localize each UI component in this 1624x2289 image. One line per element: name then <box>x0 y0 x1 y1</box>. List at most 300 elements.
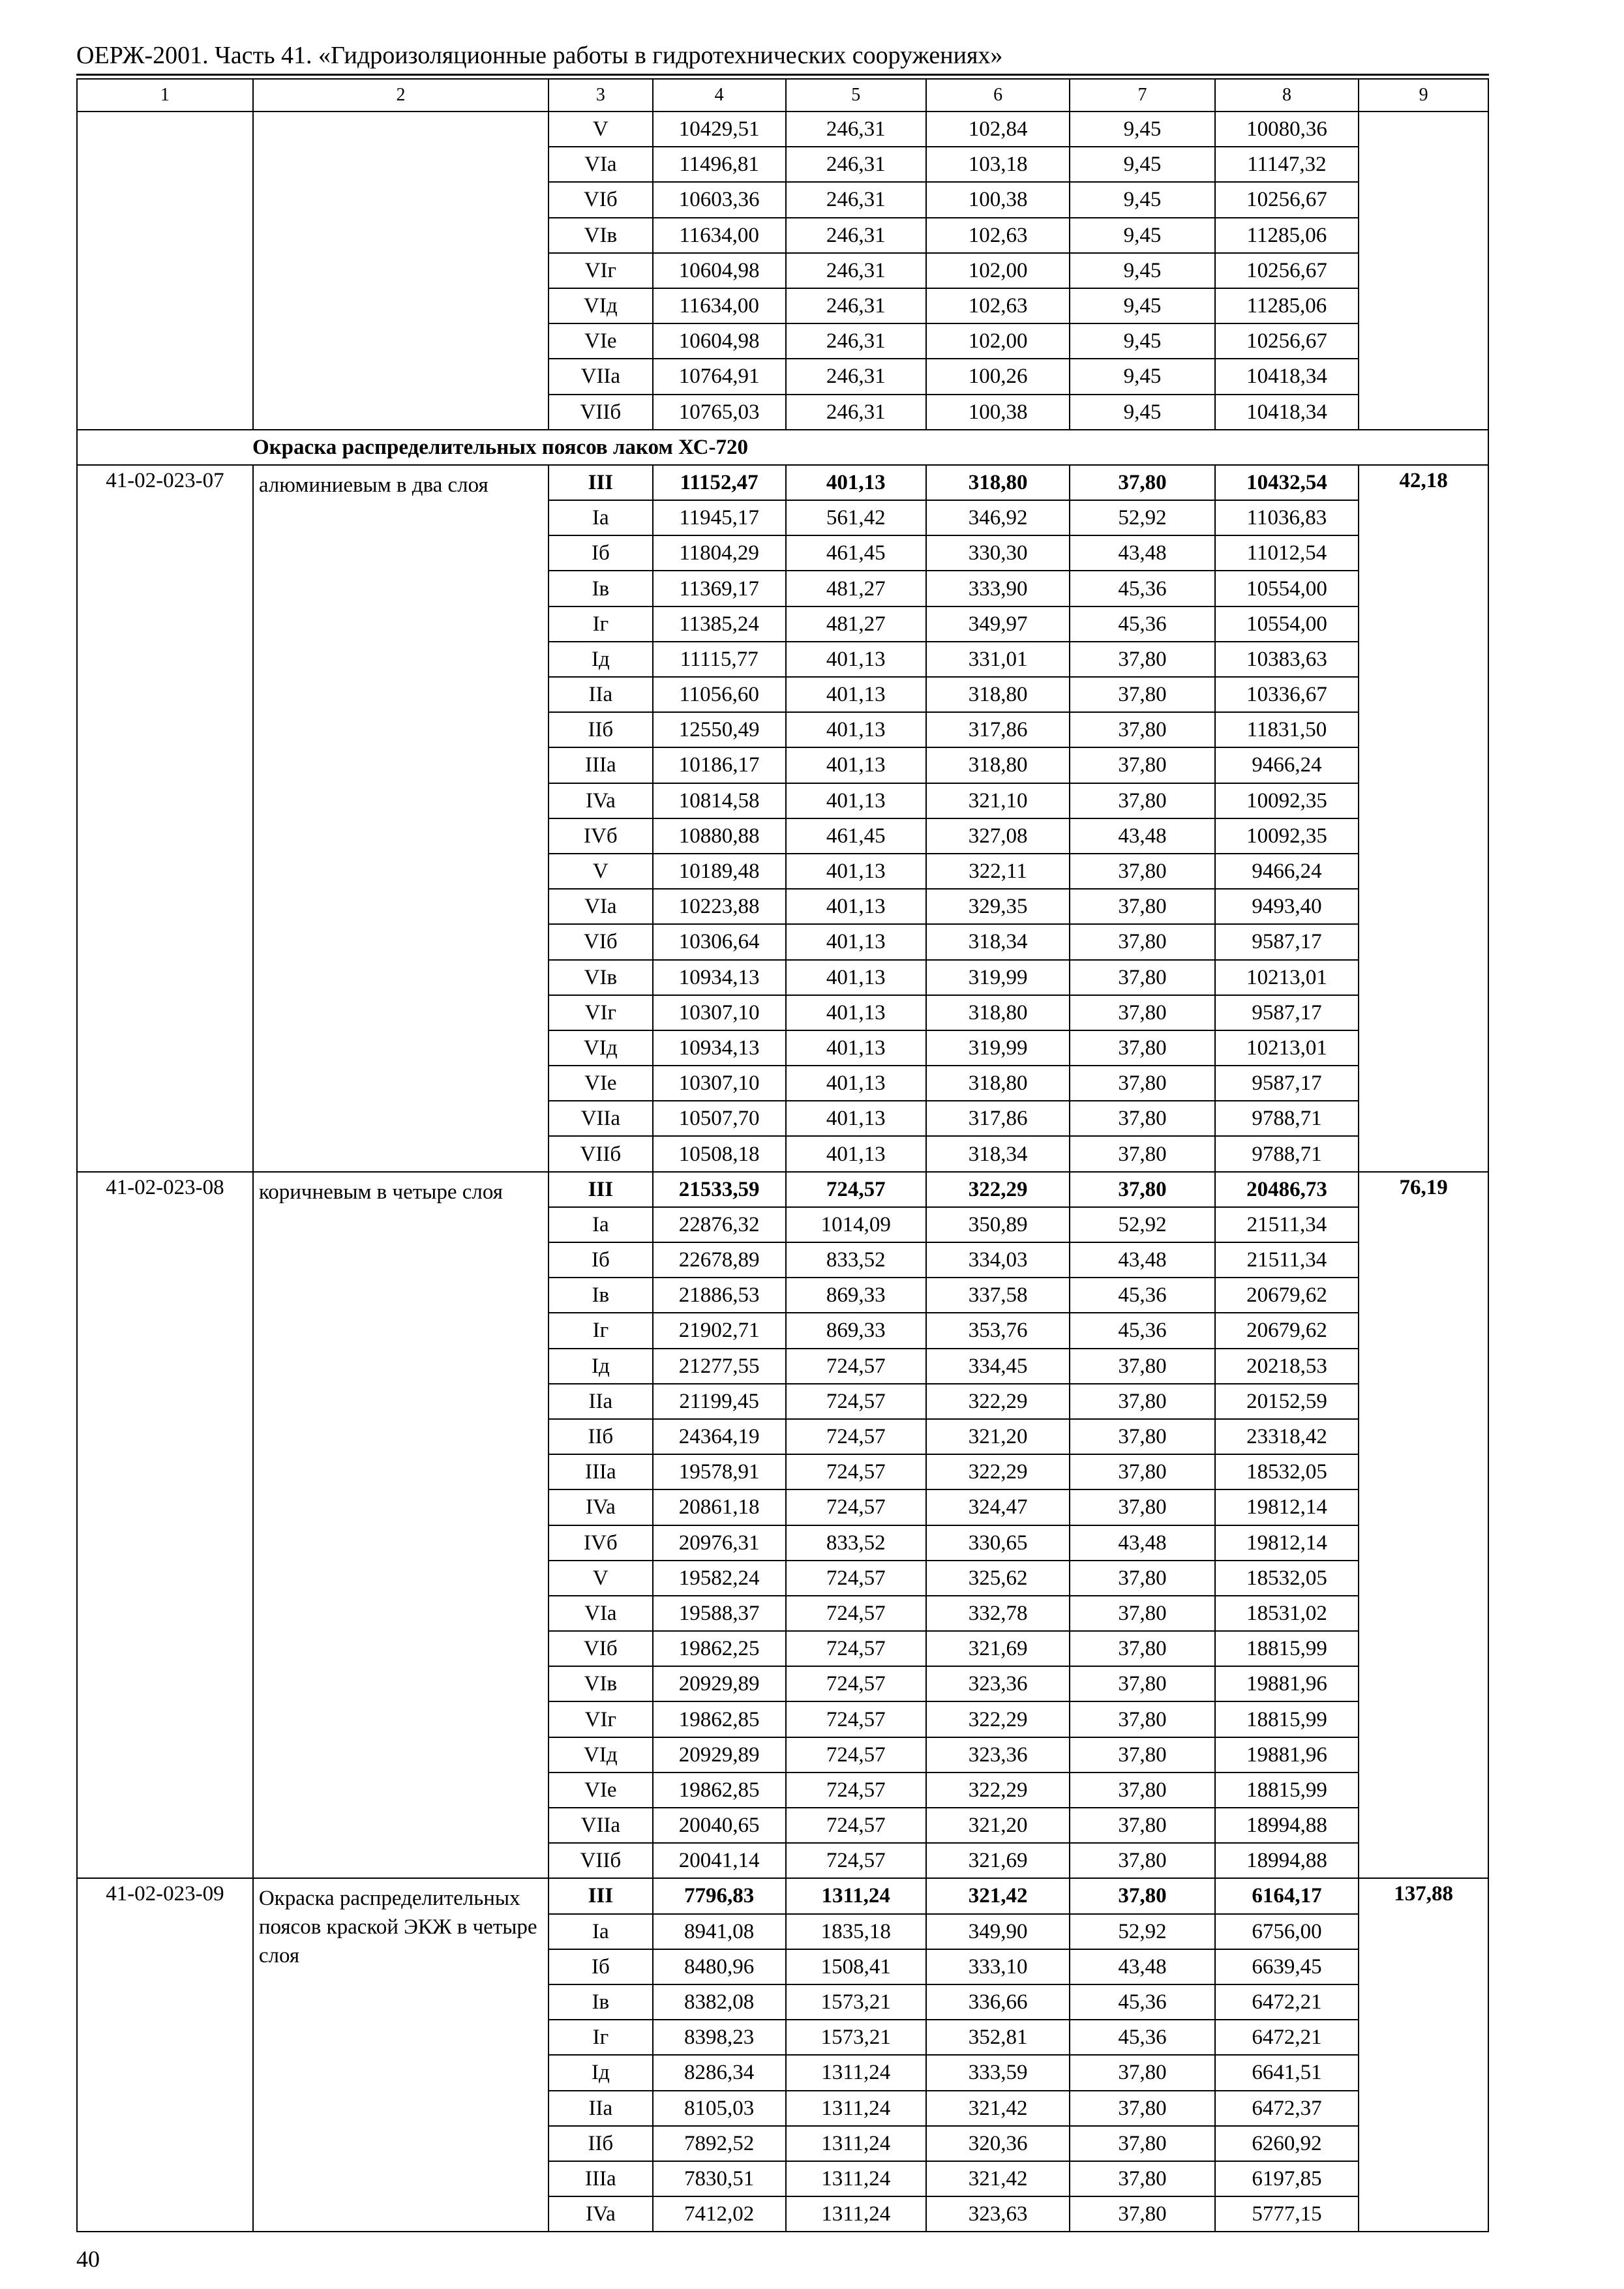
total-cost-cell: 10306,64 <box>653 924 786 959</box>
total-cost-cell: 8398,23 <box>653 2020 786 2055</box>
machine-cost-cell: 322,29 <box>926 1773 1070 1808</box>
region-zone-cell: IIa <box>549 2091 653 2126</box>
column-number: 8 <box>1215 79 1359 112</box>
rates-table-body <box>77 79 1488 2232</box>
material-cost-cell: 10418,34 <box>1215 359 1359 394</box>
region-zone-cell: V <box>549 854 653 889</box>
total-cost-cell: 10604,98 <box>653 323 786 359</box>
driver-wage-cell: 9,45 <box>1070 253 1214 288</box>
material-cost-cell: 9493,40 <box>1215 889 1359 924</box>
wage-cost-cell: 724,57 <box>786 1631 926 1666</box>
section-title: Окраска распределительных поясов лаком ХС-720 <box>77 430 1488 465</box>
column-number: 4 <box>653 79 786 112</box>
machine-cost-cell: 318,80 <box>926 677 1070 712</box>
driver-wage-cell: 37,80 <box>1070 1808 1214 1843</box>
column-number: 5 <box>786 79 926 112</box>
region-zone-cell: Iв <box>549 1278 653 1313</box>
wage-cost-cell: 401,13 <box>786 1136 926 1171</box>
machine-cost-cell: 321,42 <box>926 1878 1070 1913</box>
header-rule <box>76 74 1489 76</box>
wage-cost-cell: 401,13 <box>786 889 926 924</box>
machine-cost-cell: 330,65 <box>926 1525 1070 1561</box>
machine-cost-cell: 317,86 <box>926 712 1070 747</box>
wage-cost-cell: 724,57 <box>786 1454 926 1489</box>
region-zone-cell: Iб <box>549 1242 653 1278</box>
machine-cost-cell: 100,26 <box>926 359 1070 394</box>
driver-wage-cell: 37,80 <box>1070 1561 1214 1596</box>
material-cost-cell: 19812,14 <box>1215 1525 1359 1561</box>
page-number: 40 <box>76 2246 100 2272</box>
material-cost-cell: 21511,34 <box>1215 1242 1359 1278</box>
region-zone-cell: V <box>549 1561 653 1596</box>
page-header: ОЕРЖ-2001. Часть 41. «Гидроизоляционные работы в гидротехнических сооружениях» <box>76 42 1003 69</box>
region-zone-cell: VIIa <box>549 1808 653 1843</box>
driver-wage-cell: 37,80 <box>1070 1843 1214 1878</box>
total-cost-cell: 10764,91 <box>653 359 786 394</box>
driver-wage-cell: 37,80 <box>1070 1136 1214 1171</box>
total-cost-cell: 20040,65 <box>653 1808 786 1843</box>
section-row <box>77 430 1488 465</box>
machine-cost-cell: 350,89 <box>926 1207 1070 1242</box>
material-cost-cell: 9587,17 <box>1215 995 1359 1030</box>
material-cost-cell: 10092,35 <box>1215 783 1359 818</box>
material-cost-cell: 6472,37 <box>1215 2091 1359 2126</box>
material-cost-cell: 18815,99 <box>1215 1773 1359 1808</box>
driver-wage-cell: 45,36 <box>1070 1278 1214 1313</box>
material-cost-cell: 23318,42 <box>1215 1419 1359 1454</box>
region-zone-cell: VIIб <box>549 395 653 430</box>
region-zone-cell: VIб <box>549 182 653 217</box>
region-zone-cell: IVa <box>549 1489 653 1525</box>
material-cost-cell: 9587,17 <box>1215 1066 1359 1101</box>
driver-wage-cell: 37,80 <box>1070 642 1214 677</box>
driver-wage-cell: 37,80 <box>1070 854 1214 889</box>
total-cost-cell: 10307,10 <box>653 1066 786 1101</box>
total-cost-cell: 19862,85 <box>653 1773 786 1808</box>
column-number: 1 <box>77 79 253 112</box>
driver-wage-cell: 37,80 <box>1070 1666 1214 1701</box>
wage-cost-cell: 401,13 <box>786 854 926 889</box>
total-cost-cell: 11634,00 <box>653 218 786 253</box>
driver-wage-cell: 37,80 <box>1070 960 1214 995</box>
region-zone-cell: Ia <box>549 1207 653 1242</box>
wage-cost-cell: 401,13 <box>786 642 926 677</box>
machine-cost-cell: 323,63 <box>926 2196 1070 2232</box>
wage-cost-cell: 724,57 <box>786 1349 926 1384</box>
region-zone-cell: III <box>549 1878 653 1913</box>
total-cost-cell: 8480,96 <box>653 1949 786 1984</box>
machine-cost-cell: 321,69 <box>926 1843 1070 1878</box>
work-name-cell: алюминиевым в два слоя <box>253 465 549 1172</box>
driver-wage-cell: 9,45 <box>1070 182 1214 217</box>
machine-cost-cell: 333,10 <box>926 1949 1070 1984</box>
driver-wage-cell: 37,80 <box>1070 1737 1214 1773</box>
region-zone-cell: IIб <box>549 2126 653 2161</box>
material-cost-cell: 10383,63 <box>1215 642 1359 677</box>
driver-wage-cell: 37,80 <box>1070 2196 1214 2232</box>
material-cost-cell: 6639,45 <box>1215 1949 1359 1984</box>
machine-cost-cell: 318,80 <box>926 995 1070 1030</box>
region-zone-cell: VIa <box>549 1596 653 1631</box>
material-cost-cell: 18531,02 <box>1215 1596 1359 1631</box>
wage-cost-cell: 401,13 <box>786 677 926 712</box>
material-cost-cell: 6472,21 <box>1215 1984 1359 2020</box>
material-cost-cell: 6197,85 <box>1215 2161 1359 2196</box>
machine-cost-cell: 346,92 <box>926 500 1070 535</box>
total-cost-cell: 10880,88 <box>653 818 786 854</box>
total-cost-cell: 24364,19 <box>653 1419 786 1454</box>
total-cost-cell: 10765,03 <box>653 395 786 430</box>
driver-wage-cell: 9,45 <box>1070 147 1214 182</box>
wage-cost-cell: 724,57 <box>786 1561 926 1596</box>
region-zone-cell: VIIб <box>549 1843 653 1878</box>
driver-wage-cell: 37,80 <box>1070 1878 1214 1913</box>
wage-cost-cell: 1311,24 <box>786 2126 926 2161</box>
driver-wage-cell: 37,80 <box>1070 2055 1214 2090</box>
machine-cost-cell: 321,20 <box>926 1808 1070 1843</box>
total-cost-cell: 21533,59 <box>653 1172 786 1207</box>
machine-cost-cell: 320,36 <box>926 2126 1070 2161</box>
total-cost-cell: 11115,77 <box>653 642 786 677</box>
region-zone-cell: VIa <box>549 147 653 182</box>
wage-cost-cell: 724,57 <box>786 1489 926 1525</box>
code-cell: 41-02-023-09 <box>77 1878 253 2232</box>
material-cost-cell: 18815,99 <box>1215 1631 1359 1666</box>
machine-cost-cell: 334,45 <box>926 1349 1070 1384</box>
machine-cost-cell: 318,80 <box>926 1066 1070 1101</box>
total-cost-cell: 10189,48 <box>653 854 786 889</box>
wage-cost-cell: 401,13 <box>786 995 926 1030</box>
total-cost-cell: 11804,29 <box>653 535 786 571</box>
wage-cost-cell: 1573,21 <box>786 1984 926 2020</box>
column-number: 2 <box>253 79 549 112</box>
machine-cost-cell: 323,36 <box>926 1666 1070 1701</box>
wage-cost-cell: 401,13 <box>786 747 926 783</box>
wage-cost-cell: 1311,24 <box>786 2055 926 2090</box>
material-cost-cell: 18994,88 <box>1215 1843 1359 1878</box>
machine-cost-cell: 319,99 <box>926 960 1070 995</box>
machine-cost-cell: 102,00 <box>926 253 1070 288</box>
driver-wage-cell: 37,80 <box>1070 677 1214 712</box>
wage-cost-cell: 1835,18 <box>786 1914 926 1949</box>
wage-cost-cell: 1311,24 <box>786 2196 926 2232</box>
wage-cost-cell: 246,31 <box>786 323 926 359</box>
table-row <box>77 1878 1488 1913</box>
driver-wage-cell: 37,80 <box>1070 1384 1214 1419</box>
wage-cost-cell: 833,52 <box>786 1525 926 1561</box>
column-number: 9 <box>1359 79 1488 112</box>
total-cost-cell: 7830,51 <box>653 2161 786 2196</box>
material-cost-cell: 10554,00 <box>1215 571 1359 606</box>
region-zone-cell: IVб <box>549 818 653 854</box>
region-zone-cell: Iд <box>549 642 653 677</box>
total-cost-cell: 10186,17 <box>653 747 786 783</box>
total-cost-cell: 10507,70 <box>653 1101 786 1136</box>
region-zone-cell: VIa <box>549 889 653 924</box>
driver-wage-cell: 37,80 <box>1070 995 1214 1030</box>
region-zone-cell: IIa <box>549 677 653 712</box>
machine-cost-cell: 349,90 <box>926 1914 1070 1949</box>
wage-cost-cell: 1508,41 <box>786 1949 926 1984</box>
total-cost-cell: 10934,13 <box>653 960 786 995</box>
driver-wage-cell: 37,80 <box>1070 747 1214 783</box>
total-cost-cell: 19862,85 <box>653 1701 786 1737</box>
driver-wage-cell: 45,36 <box>1070 571 1214 606</box>
machine-cost-cell: 329,35 <box>926 889 1070 924</box>
wage-cost-cell: 246,31 <box>786 147 926 182</box>
material-cost-cell: 10213,01 <box>1215 960 1359 995</box>
rates-table <box>76 78 1489 2232</box>
total-cost-cell: 10508,18 <box>653 1136 786 1171</box>
machine-cost-cell: 349,97 <box>926 606 1070 642</box>
driver-wage-cell: 37,80 <box>1070 783 1214 818</box>
machine-cost-cell: 100,38 <box>926 182 1070 217</box>
wage-cost-cell: 401,13 <box>786 712 926 747</box>
material-cost-cell: 11012,54 <box>1215 535 1359 571</box>
total-cost-cell: 8382,08 <box>653 1984 786 2020</box>
wage-cost-cell: 724,57 <box>786 1773 926 1808</box>
machine-cost-cell: 331,01 <box>926 642 1070 677</box>
material-cost-cell: 20486,73 <box>1215 1172 1359 1207</box>
region-zone-cell: IIIa <box>549 747 653 783</box>
wage-cost-cell: 246,31 <box>786 182 926 217</box>
machine-cost-cell: 317,86 <box>926 1101 1070 1136</box>
machine-cost-cell: 321,10 <box>926 783 1070 818</box>
material-cost-cell: 10092,35 <box>1215 818 1359 854</box>
driver-wage-cell: 43,48 <box>1070 1242 1214 1278</box>
total-cost-cell: 21902,71 <box>653 1313 786 1348</box>
total-cost-cell: 10223,88 <box>653 889 786 924</box>
driver-wage-cell: 45,36 <box>1070 1313 1214 1348</box>
total-cost-cell: 21886,53 <box>653 1278 786 1313</box>
region-zone-cell: Iг <box>549 2020 653 2055</box>
wage-cost-cell: 401,13 <box>786 1101 926 1136</box>
material-cost-cell: 18532,05 <box>1215 1454 1359 1489</box>
region-zone-cell: Iд <box>549 2055 653 2090</box>
region-zone-cell: VIд <box>549 1030 653 1066</box>
machine-cost-cell: 102,63 <box>926 288 1070 323</box>
region-zone-cell: Ia <box>549 1914 653 1949</box>
material-cost-cell: 10256,67 <box>1215 182 1359 217</box>
region-zone-cell: VIд <box>549 288 653 323</box>
material-cost-cell: 9788,71 <box>1215 1136 1359 1171</box>
material-cost-cell: 5777,15 <box>1215 2196 1359 2232</box>
unit-price-cell <box>1359 112 1488 430</box>
material-cost-cell: 10256,67 <box>1215 323 1359 359</box>
wage-cost-cell: 724,57 <box>786 1808 926 1843</box>
unit-price-cell: 137,88 <box>1359 1878 1488 2232</box>
driver-wage-cell: 43,48 <box>1070 1949 1214 1984</box>
wage-cost-cell: 1311,24 <box>786 2091 926 2126</box>
region-zone-cell: Ia <box>549 500 653 535</box>
total-cost-cell: 22678,89 <box>653 1242 786 1278</box>
material-cost-cell: 20679,62 <box>1215 1313 1359 1348</box>
wage-cost-cell: 401,13 <box>786 1030 926 1066</box>
wage-cost-cell: 481,27 <box>786 571 926 606</box>
driver-wage-cell: 9,45 <box>1070 359 1214 394</box>
driver-wage-cell: 37,80 <box>1070 1489 1214 1525</box>
material-cost-cell: 10213,01 <box>1215 1030 1359 1066</box>
machine-cost-cell: 318,80 <box>926 747 1070 783</box>
wage-cost-cell: 246,31 <box>786 112 926 147</box>
material-cost-cell: 10080,36 <box>1215 112 1359 147</box>
material-cost-cell: 11831,50 <box>1215 712 1359 747</box>
driver-wage-cell: 37,80 <box>1070 1631 1214 1666</box>
machine-cost-cell: 336,66 <box>926 1984 1070 2020</box>
driver-wage-cell: 37,80 <box>1070 1349 1214 1384</box>
material-cost-cell: 6164,17 <box>1215 1878 1359 1913</box>
region-zone-cell: Iг <box>549 1313 653 1348</box>
total-cost-cell: 11634,00 <box>653 288 786 323</box>
code-cell: 41-02-023-08 <box>77 1172 253 1879</box>
machine-cost-cell: 337,58 <box>926 1278 1070 1313</box>
region-zone-cell: IVa <box>549 2196 653 2232</box>
driver-wage-cell: 37,80 <box>1070 1172 1214 1207</box>
material-cost-cell: 10418,34 <box>1215 395 1359 430</box>
total-cost-cell: 22876,32 <box>653 1207 786 1242</box>
region-zone-cell: Iв <box>549 571 653 606</box>
region-zone-cell: IIIa <box>549 1454 653 1489</box>
region-zone-cell: Iв <box>549 1984 653 2020</box>
table-row <box>77 112 1488 147</box>
total-cost-cell: 20041,14 <box>653 1843 786 1878</box>
driver-wage-cell: 37,80 <box>1070 1101 1214 1136</box>
region-zone-cell: Iг <box>549 606 653 642</box>
wage-cost-cell: 1014,09 <box>786 1207 926 1242</box>
machine-cost-cell: 102,00 <box>926 323 1070 359</box>
wage-cost-cell: 401,13 <box>786 783 926 818</box>
driver-wage-cell: 37,80 <box>1070 889 1214 924</box>
total-cost-cell: 10934,13 <box>653 1030 786 1066</box>
machine-cost-cell: 322,29 <box>926 1384 1070 1419</box>
material-cost-cell: 18994,88 <box>1215 1808 1359 1843</box>
wage-cost-cell: 724,57 <box>786 1384 926 1419</box>
region-zone-cell: Iд <box>549 1349 653 1384</box>
total-cost-cell: 11152,47 <box>653 465 786 500</box>
wage-cost-cell: 401,13 <box>786 1066 926 1101</box>
wage-cost-cell: 869,33 <box>786 1278 926 1313</box>
material-cost-cell: 20218,53 <box>1215 1349 1359 1384</box>
total-cost-cell: 20929,89 <box>653 1737 786 1773</box>
total-cost-cell: 10307,10 <box>653 995 786 1030</box>
driver-wage-cell: 37,80 <box>1070 2091 1214 2126</box>
total-cost-cell: 20976,31 <box>653 1525 786 1561</box>
driver-wage-cell: 37,80 <box>1070 1596 1214 1631</box>
region-zone-cell: VIe <box>549 1066 653 1101</box>
total-cost-cell: 19578,91 <box>653 1454 786 1489</box>
total-cost-cell: 7796,83 <box>653 1878 786 1913</box>
region-zone-cell: VIIб <box>549 1136 653 1171</box>
region-zone-cell: III <box>549 465 653 500</box>
region-zone-cell: VIг <box>549 1701 653 1737</box>
material-cost-cell: 11147,32 <box>1215 147 1359 182</box>
driver-wage-cell: 45,36 <box>1070 1984 1214 2020</box>
machine-cost-cell: 333,59 <box>926 2055 1070 2090</box>
code-cell <box>77 112 253 430</box>
total-cost-cell: 20929,89 <box>653 1666 786 1701</box>
material-cost-cell: 18532,05 <box>1215 1561 1359 1596</box>
machine-cost-cell: 319,99 <box>926 1030 1070 1066</box>
material-cost-cell: 6472,21 <box>1215 2020 1359 2055</box>
machine-cost-cell: 353,76 <box>926 1313 1070 1348</box>
driver-wage-cell: 37,80 <box>1070 465 1214 500</box>
driver-wage-cell: 9,45 <box>1070 288 1214 323</box>
driver-wage-cell: 43,48 <box>1070 818 1214 854</box>
total-cost-cell: 8286,34 <box>653 2055 786 2090</box>
region-zone-cell: IIa <box>549 1384 653 1419</box>
machine-cost-cell: 333,90 <box>926 571 1070 606</box>
wage-cost-cell: 1311,24 <box>786 2161 926 2196</box>
total-cost-cell: 20861,18 <box>653 1489 786 1525</box>
wage-cost-cell: 401,13 <box>786 960 926 995</box>
driver-wage-cell: 9,45 <box>1070 218 1214 253</box>
region-zone-cell: Iб <box>549 535 653 571</box>
wage-cost-cell: 724,57 <box>786 1666 926 1701</box>
machine-cost-cell: 321,20 <box>926 1419 1070 1454</box>
material-cost-cell: 6756,00 <box>1215 1914 1359 1949</box>
total-cost-cell: 10814,58 <box>653 783 786 818</box>
total-cost-cell: 21199,45 <box>653 1384 786 1419</box>
driver-wage-cell: 37,80 <box>1070 924 1214 959</box>
wage-cost-cell: 869,33 <box>786 1313 926 1348</box>
material-cost-cell: 9466,24 <box>1215 854 1359 889</box>
machine-cost-cell: 352,81 <box>926 2020 1070 2055</box>
wage-cost-cell: 724,57 <box>786 1737 926 1773</box>
driver-wage-cell: 9,45 <box>1070 395 1214 430</box>
total-cost-cell: 11496,81 <box>653 147 786 182</box>
material-cost-cell: 10554,00 <box>1215 606 1359 642</box>
total-cost-cell: 19862,25 <box>653 1631 786 1666</box>
total-cost-cell: 7892,52 <box>653 2126 786 2161</box>
wage-cost-cell: 1573,21 <box>786 2020 926 2055</box>
wage-cost-cell: 724,57 <box>786 1172 926 1207</box>
driver-wage-cell: 37,80 <box>1070 1066 1214 1101</box>
material-cost-cell: 11285,06 <box>1215 288 1359 323</box>
driver-wage-cell: 37,80 <box>1070 1030 1214 1066</box>
region-zone-cell: VIIa <box>549 1101 653 1136</box>
machine-cost-cell: 321,42 <box>926 2161 1070 2196</box>
driver-wage-cell: 37,80 <box>1070 1773 1214 1808</box>
driver-wage-cell: 52,92 <box>1070 1207 1214 1242</box>
machine-cost-cell: 322,11 <box>926 854 1070 889</box>
total-cost-cell: 10429,51 <box>653 112 786 147</box>
wage-cost-cell: 246,31 <box>786 395 926 430</box>
machine-cost-cell: 332,78 <box>926 1596 1070 1631</box>
driver-wage-cell: 37,80 <box>1070 1454 1214 1489</box>
total-cost-cell: 10603,36 <box>653 182 786 217</box>
material-cost-cell: 9466,24 <box>1215 747 1359 783</box>
material-cost-cell: 19881,96 <box>1215 1666 1359 1701</box>
machine-cost-cell: 103,18 <box>926 147 1070 182</box>
driver-wage-cell: 45,36 <box>1070 606 1214 642</box>
wage-cost-cell: 833,52 <box>786 1242 926 1278</box>
region-zone-cell: VIв <box>549 1666 653 1701</box>
region-zone-cell: VIe <box>549 1773 653 1808</box>
wage-cost-cell: 724,57 <box>786 1701 926 1737</box>
column-number: 3 <box>549 79 653 112</box>
driver-wage-cell: 37,80 <box>1070 712 1214 747</box>
wage-cost-cell: 246,31 <box>786 253 926 288</box>
code-cell: 41-02-023-07 <box>77 465 253 1172</box>
region-zone-cell: VIIa <box>549 359 653 394</box>
total-cost-cell: 8941,08 <box>653 1914 786 1949</box>
machine-cost-cell: 321,69 <box>926 1631 1070 1666</box>
wage-cost-cell: 724,57 <box>786 1419 926 1454</box>
region-zone-cell: VIг <box>549 253 653 288</box>
work-name-cell: коричневым в четыре слоя <box>253 1172 549 1879</box>
region-zone-cell: VIг <box>549 995 653 1030</box>
material-cost-cell: 9587,17 <box>1215 924 1359 959</box>
